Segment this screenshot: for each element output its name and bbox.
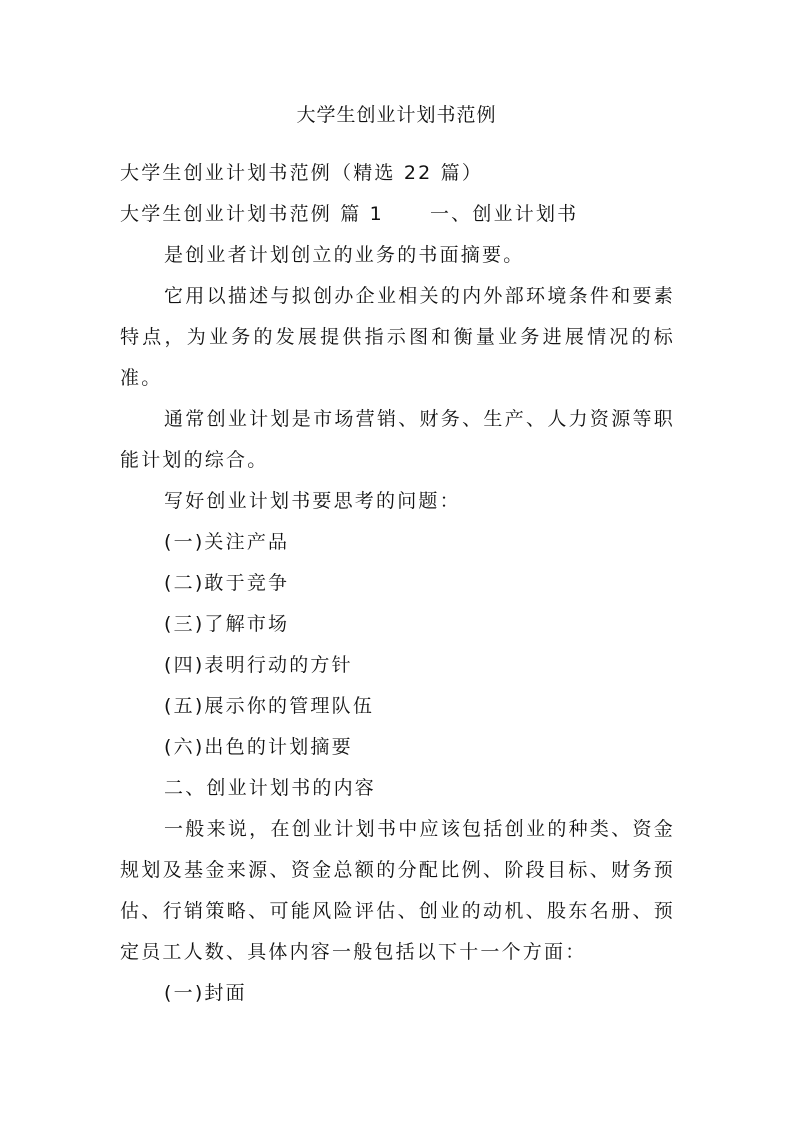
section-heading (120, 194, 675, 235)
paragraph-questions-intro: 写好创业计划书要思考的问题： (164, 490, 461, 512)
section-heading-label: 大学生创业计划书范例 篇 1 (120, 203, 384, 225)
list-item: (五)展示你的管理队伍 (164, 695, 375, 717)
paragraph-composition: 通常创业计划是市场营销、财务、生产、人力资源等职能计划的综合。 (120, 408, 675, 471)
document-subtitle: 大学生创业计划书范例（精选 22 篇） (120, 162, 484, 184)
section-two-heading: 二、创业计划书的内容 (164, 777, 377, 799)
document-title: 大学生创业计划书范例 (296, 104, 497, 126)
list-item: (三)了解市场 (164, 613, 290, 635)
section-heading-first-point: 一、创业计划书 (429, 203, 579, 225)
paragraph-description: 它用以描述与拟创办企业相关的内外部环境条件和要素特点，为业务的发展提供指示图和衡量业务进展情况的标准。 (120, 285, 675, 389)
document-body (120, 153, 675, 1014)
list-item: (一)关注产品 (164, 531, 290, 553)
list-item: (二)敢于竞争 (164, 572, 290, 594)
paragraph-contents: 一般来说，在创业计划书中应该包括创业的种类、资金规划及基金来源、资金总额的分配比例、阶段目标、财务预估、行销策略、可能风险评估、创业的动机、股东名册、预定员工人数、具体内容一般包括以下十一个方面： (120, 818, 675, 963)
list-item: (六)出色的计划摘要 (164, 736, 353, 758)
list-item: (一)封面 (164, 982, 247, 1004)
list-item: (四)表明行动的方针 (164, 654, 353, 676)
paragraph-summary: 是创业者计划创立的业务的书面摘要。 (164, 244, 525, 266)
